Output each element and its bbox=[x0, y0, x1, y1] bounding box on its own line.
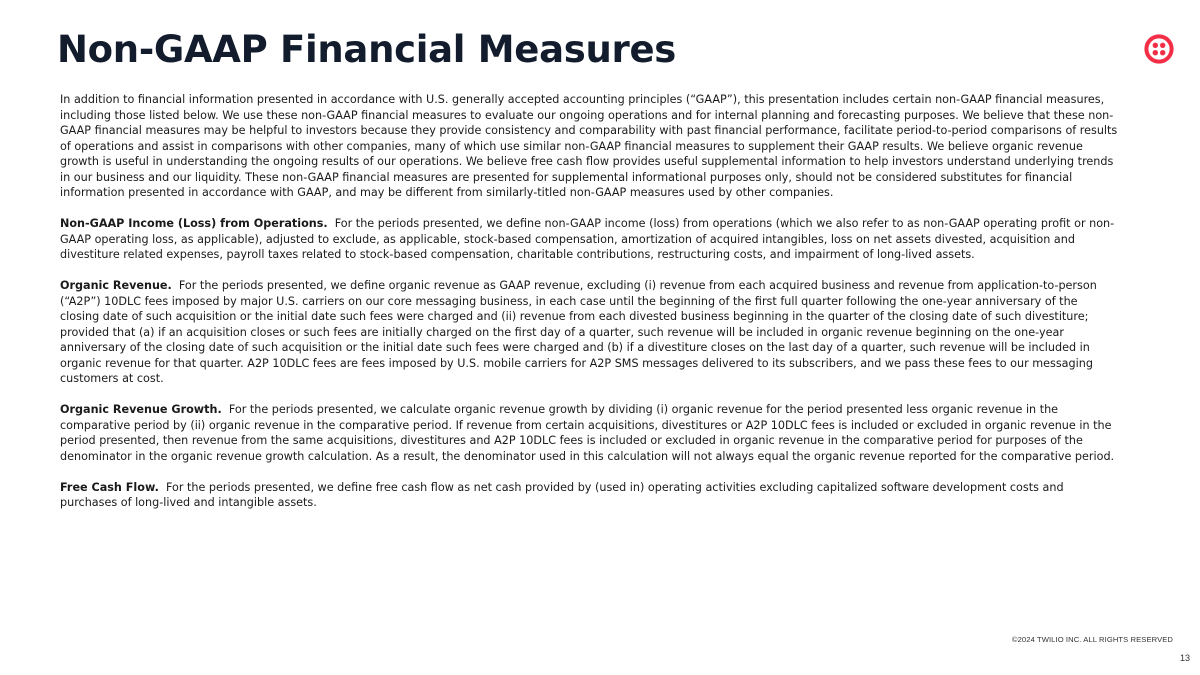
organic-revenue-term: Organic Revenue. bbox=[60, 279, 172, 292]
organic-revenue-growth-paragraph bbox=[60, 402, 1120, 464]
organic-revenue-growth-term: Organic Revenue Growth. bbox=[60, 403, 222, 416]
twilio-logo-icon bbox=[1144, 34, 1174, 64]
organic-revenue-paragraph bbox=[60, 278, 1120, 387]
slide-title: Non-GAAP Financial Measures bbox=[57, 28, 676, 71]
free-cash-flow-term: Free Cash Flow. bbox=[60, 480, 159, 494]
page-number: 13 bbox=[1179, 653, 1190, 663]
free-cash-flow-text: For the periods presented, we define free cash flow as net cash provided by (used in) operating activities excluding capitalized software development costs and purchases of long-lived and intangible assets. bbox=[60, 480, 1064, 509]
non-gaap-income-text: For the periods presented, we define non-GAAP income (loss) from operations (which we also refer to as non-GAAP operating profit or non-GAAP operating loss, as applicable), adjusted to exclude, as applicable, stock-based compensation, amortization of acquired intangibles, loss on net assets divested, acquisition and divestiture related expenses, payroll taxes related to stock-based compensation, charitable contributions, restructuring costs, and impairment of long-lived assets. bbox=[60, 217, 1115, 261]
free-cash-flow-paragraph bbox=[60, 480, 1120, 511]
body-content bbox=[60, 92, 1120, 526]
copyright-notice: ©2024 TWILIO INC. ALL RIGHTS RESERVED bbox=[1011, 635, 1173, 644]
organic-revenue-growth-text: For the periods presented, we calculate organic revenue growth by dividing (i) organic revenue for the period presented less organic revenue in the comparative period by (ii) organic revenue in the comparative period. If revenue from certain acquisitions, divestitures or A2P 10DLC fees is included or excluded in organic revenue in the period presented, then revenue from the same acquisitions, divestitures and A2P 10DLC fees is included or excluded in organic revenue in the comparative period for purposes of the denominator in the organic revenue growth calculation. As a result, the denominator used in this calculation will not always equal the organic revenue reported for the comparative period. bbox=[60, 403, 1115, 463]
organic-revenue-text: For the periods presented, we define organic revenue as GAAP revenue, excluding (i) revenue from each acquired business and revenue from application-to-person (“A2P”) 10DLC fees imposed by major U.S. carriers on our core messaging business, in each case until the beginning of the first full quarter following the one-year anniversary of the closing date of such acquisition or the initial date such fees were charged and (ii) revenue from each divested business beginning in the quarter of the closing date of such divestiture; provided that (a) if an acquisition closes or such fees are initially charged on the first day of a quarter, such revenue will be included in organic revenue beginning on the one-year anniversary of the closing date of such acquisition or the initial date such fees were charged and (b) if a divestiture closes on the last day of a quarter, such revenue will be included in organic revenue for that quarter. A2P 10DLC fees are fees imposed by U.S. mobile carriers for A2P SMS messages delivered to its subscribers, and we pass these fees to our messaging customers at cost. bbox=[60, 279, 1097, 385]
intro-paragraph: In addition to financial information presented in accordance with U.S. generally accepted accounting principles (“GAAP”), this presentation includes certain non-GAAP financial measures, including those listed below. We use these non-GAAP financial measures to evaluate our ongoing operations and for internal planning and forecasting purposes. We believe that these non-GAAP financial measures may be helpful to investors because they provide consistency and comparability with past financial performance, facilitate period-to-period comparisons of results of operations and assist in comparisons with other companies, many of which use similar non-GAAP financial measures to supplement their GAAP results. We believe organic revenue growth is useful in understanding the ongoing results of our operations. We believe free cash flow provides useful supplemental information to help investors understand underlying trends in our business and our liquidity. These non-GAAP financial measures are presented for supplemental informational purposes only, should not be considered substitutes for financial information presented in accordance with GAAP, and may be different from similarly-titled non-GAAP measures used by other companies. bbox=[60, 93, 1118, 199]
non-gaap-income-paragraph bbox=[60, 216, 1120, 263]
non-gaap-income-term: Non-GAAP Income (Loss) from Operations. bbox=[60, 217, 328, 230]
